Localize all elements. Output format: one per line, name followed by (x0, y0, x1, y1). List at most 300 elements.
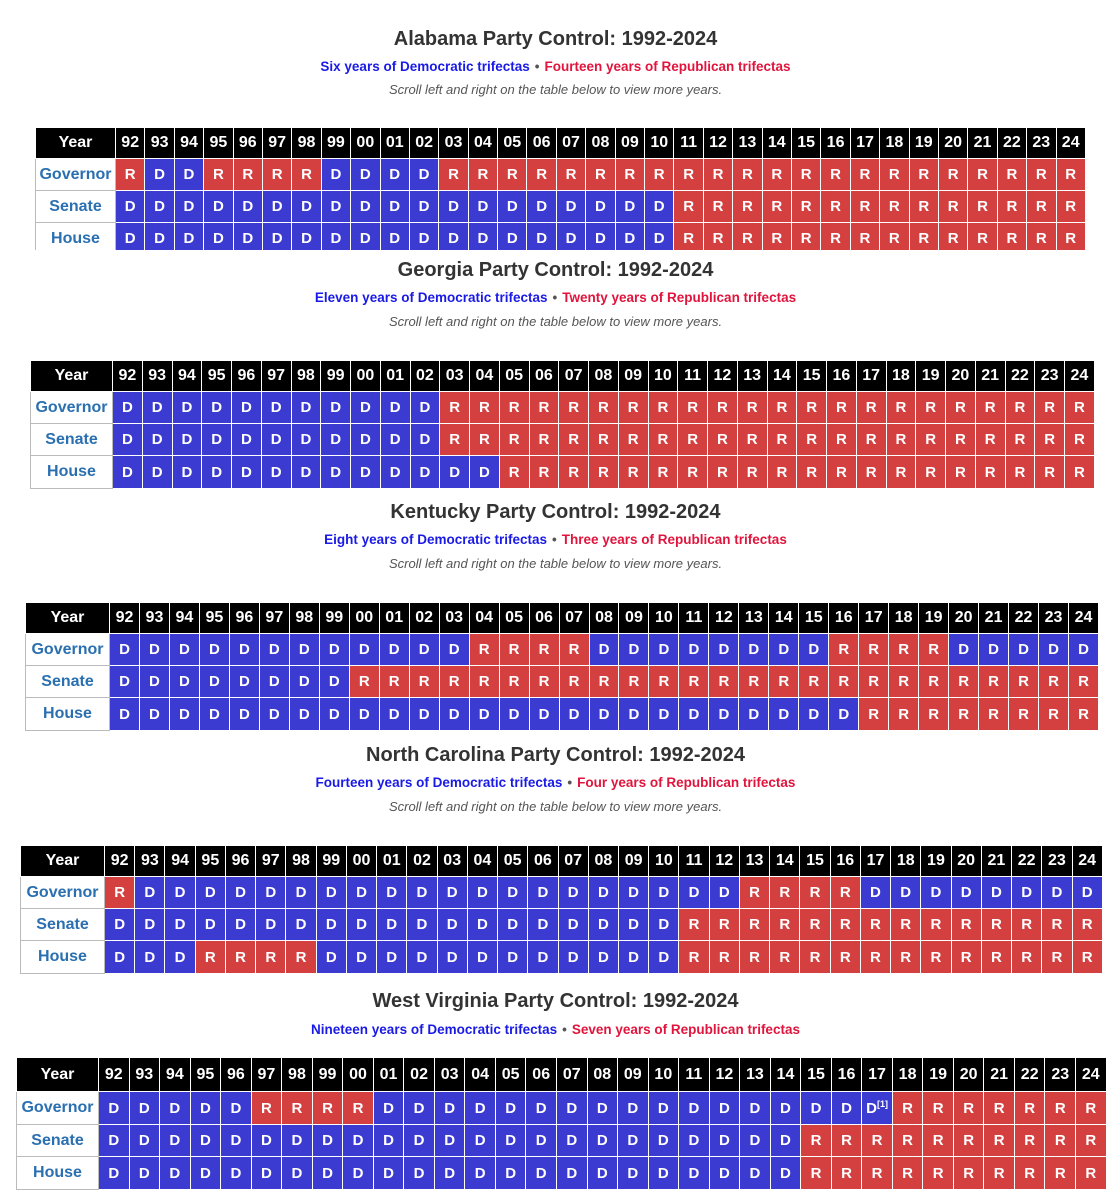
party-letter: R (1006, 230, 1018, 247)
branch-label-house[interactable]: House (31, 456, 113, 489)
republican-cell (618, 424, 648, 456)
party-letter: D (211, 463, 223, 481)
party-letter: D (628, 705, 640, 723)
party-letter: D (199, 1132, 211, 1149)
party-letter: D (242, 198, 254, 215)
party-letter: D (478, 705, 490, 723)
republican-cell (892, 1157, 923, 1190)
party-letter: D (300, 463, 312, 481)
republican-cell (527, 159, 556, 191)
democratic-cell (586, 223, 615, 251)
republican-cell (830, 941, 860, 974)
party-letter: D (298, 673, 310, 690)
party-letter: R (865, 431, 877, 448)
democratic-cell (498, 223, 527, 251)
republican-cell (1012, 909, 1042, 941)
year-cell: 08 (589, 361, 619, 392)
party-letter: R (1035, 198, 1047, 215)
party-letter: D (597, 948, 609, 966)
party-letter: R (895, 399, 907, 416)
democratic-cell (437, 877, 467, 909)
democratic-cell (801, 1092, 832, 1125)
republican-cell (225, 941, 255, 974)
scroll-instruction: Scroll left and right on the table below to view more years. (388, 82, 723, 97)
democratic-cell (679, 1125, 710, 1157)
branch-label-senate[interactable]: Senate (36, 191, 116, 223)
state-title: Georgia Party Control: 1992-2024 (397, 259, 714, 281)
party-letter: D (688, 1164, 700, 1182)
branch-label-house[interactable]: House (26, 698, 110, 731)
party-letter: D (208, 673, 220, 690)
democratic-trifecta-link[interactable]: Fourteen years of Democratic trifectas (315, 775, 563, 790)
democratic-trifecta-link[interactable]: Nineteen years of Democratic trifectas (311, 1022, 558, 1037)
branch-label-house[interactable]: House (36, 223, 116, 251)
party-letter: R (928, 705, 940, 723)
party-letter: R (776, 399, 788, 416)
party-letter: R (1065, 166, 1077, 183)
year-cell: 17 (859, 603, 889, 634)
democratic-cell (619, 698, 649, 731)
republican-cell (791, 223, 820, 251)
year-cell: 12 (709, 1058, 740, 1092)
party-letter: R (839, 884, 851, 901)
republican-cell (499, 456, 529, 489)
democratic-cell (679, 1157, 710, 1190)
year-cell: 15 (791, 128, 820, 159)
democratic-cell (470, 456, 500, 489)
branch-label-senate[interactable]: Senate (26, 666, 110, 698)
party-letter: D (183, 198, 195, 215)
democratic-cell (256, 877, 286, 909)
branch-label-governor[interactable]: Governor (17, 1092, 99, 1125)
party-letter: D (444, 1099, 456, 1117)
party-control-table[interactable] (16, 1057, 1107, 1190)
party-letter: D (208, 705, 220, 723)
democratic-cell (618, 1125, 649, 1157)
democratic-cell (221, 1092, 252, 1125)
party-letter: D (270, 463, 282, 481)
party-letter: D (688, 1132, 700, 1149)
democratic-cell (202, 392, 232, 424)
year-cell: 99 (316, 846, 346, 877)
republican-cell (1035, 392, 1065, 424)
party-letter: R (1024, 1099, 1036, 1117)
year-header: Year (26, 603, 110, 634)
democratic-cell (649, 877, 679, 909)
party-letter: D (419, 463, 431, 481)
year-cell: 20 (946, 361, 976, 392)
party-letter: D (597, 884, 609, 901)
branch-label-house[interactable]: House (21, 941, 105, 974)
democratic-cell (139, 634, 169, 666)
party-control-table[interactable] (20, 845, 1103, 974)
party-letter: D (174, 948, 186, 966)
democratic-cell (528, 941, 558, 974)
democratic-cell (316, 877, 346, 909)
republican-cell (886, 424, 916, 456)
party-letter: D (780, 1132, 791, 1149)
branch-label-governor[interactable]: Governor (31, 392, 113, 424)
scroll-instruction: Scroll left and right on the table below to view more years. (388, 556, 723, 571)
party-letter: R (809, 948, 821, 966)
party-letter: D (108, 1164, 120, 1182)
party-letter: D (119, 673, 130, 690)
democratic-cell (409, 223, 438, 251)
republican-cell (674, 159, 703, 191)
year-cell: 12 (703, 128, 732, 159)
democratic-cell (343, 1125, 374, 1157)
democratic-cell (558, 941, 588, 974)
party-letter: D (271, 198, 283, 215)
democratic-cell (799, 634, 829, 666)
democratic-cell (232, 424, 262, 456)
republican-cell (800, 909, 830, 941)
democratic-cell (199, 698, 229, 731)
party-letter: R (1054, 1132, 1066, 1149)
branch-label-senate[interactable]: Senate (21, 909, 105, 941)
democratic-cell (981, 877, 1011, 909)
party-letter: D (261, 1132, 272, 1149)
democratic-cell (202, 424, 232, 456)
democratic-cell (679, 1092, 710, 1125)
republican-cell (850, 223, 879, 251)
table-clip (0, 0, 1111, 250)
party-letter: D (810, 1099, 822, 1117)
year-cell: 08 (589, 603, 619, 634)
year-cell: 23 (1042, 846, 1072, 877)
year-cell: 01 (377, 846, 407, 877)
year-cell: 14 (770, 846, 800, 877)
party-letter: D (204, 916, 216, 933)
year-cell: 01 (380, 361, 410, 392)
democratic-cell (142, 392, 172, 424)
democratic-cell (165, 877, 195, 909)
republican-cell (559, 456, 589, 489)
republican-cell (946, 424, 976, 456)
party-letter: D (298, 705, 310, 723)
party-letter: R (870, 916, 881, 933)
party-letter: R (718, 916, 730, 933)
republican-cell (916, 392, 946, 424)
republican-cell (975, 424, 1005, 456)
republican-cell (797, 456, 827, 489)
year-cell: 22 (997, 128, 1026, 159)
party-letter: D (474, 1099, 486, 1117)
year-cell: 93 (135, 846, 165, 877)
year-cell: 23 (1039, 603, 1069, 634)
party-letter: D (300, 431, 312, 448)
year-cell: 03 (439, 603, 469, 634)
party-letter: D (960, 884, 972, 901)
party-letter: R (838, 641, 850, 658)
branch-label-governor[interactable]: Governor (36, 159, 116, 191)
party-letter: R (261, 1099, 272, 1117)
republican-cell (1027, 159, 1056, 191)
democratic-cell (649, 909, 679, 941)
year-cell: 16 (831, 1058, 862, 1092)
party-letter: D (268, 673, 280, 690)
party-letter: R (835, 463, 847, 481)
republican-cell (821, 191, 850, 223)
party-letter: R (1048, 705, 1059, 723)
party-letter: R (954, 463, 966, 481)
republican-cell (468, 159, 497, 191)
republican-cell (1014, 1125, 1045, 1157)
republican-cell (800, 941, 830, 974)
year-cell: 11 (679, 1058, 710, 1092)
party-letter: R (993, 1164, 1005, 1182)
branch-label-governor[interactable]: Governor (21, 877, 105, 909)
party-letter: R (538, 463, 550, 481)
year-header: Year (36, 128, 116, 159)
party-letter: R (800, 198, 812, 215)
party-letter: D (235, 884, 246, 901)
party-letter: R (902, 1164, 913, 1182)
year-cell: 09 (619, 603, 649, 634)
party-letter: D (154, 198, 165, 215)
republican-trifecta-link[interactable]: Seven years of Republican trifectas (571, 1022, 800, 1037)
party-letter: R (508, 431, 520, 448)
year-cell: 10 (645, 128, 674, 159)
party-control-table[interactable] (25, 602, 1099, 731)
year-cell: 19 (916, 361, 946, 392)
trifecta-summary (0, 532, 1111, 547)
republican-cell (953, 1125, 984, 1157)
democratic-cell (292, 223, 321, 251)
democratic-cell (373, 1157, 404, 1190)
party-letter: R (1014, 463, 1026, 481)
party-letter: D (718, 1132, 730, 1149)
democratic-cell (649, 698, 679, 731)
democratic-cell (190, 1157, 221, 1190)
democratic-cell (251, 1125, 282, 1157)
party-letter: R (932, 1132, 944, 1149)
party-letter: R (925, 431, 937, 448)
year-cell: 05 (499, 361, 529, 392)
republican-cell (856, 424, 886, 456)
democratic-cell (740, 1157, 771, 1190)
state-title: Alabama Party Control: 1992-2024 (393, 28, 718, 50)
year-cell: 22 (1009, 603, 1039, 634)
party-letter: R (687, 463, 699, 481)
party-letter: D (718, 705, 730, 723)
party-letter: R (478, 431, 490, 448)
year-cell: 15 (800, 846, 830, 877)
party-letter: R (746, 399, 758, 416)
democratic-trifecta-link[interactable]: Eleven years of Democratic trifectas (314, 290, 548, 305)
year-cell: 23 (1045, 1058, 1076, 1092)
year-cell: 95 (199, 603, 229, 634)
party-control-table[interactable] (30, 360, 1095, 489)
party-letter: R (301, 166, 312, 183)
democratic-cell (351, 392, 381, 424)
party-letter: D (478, 463, 490, 481)
party-letter: D (291, 1132, 303, 1149)
republican-cell (439, 159, 468, 191)
party-letter: D (449, 463, 461, 481)
democratic-cell (556, 223, 585, 251)
party-letter: D (536, 230, 548, 247)
democratic-cell (558, 909, 588, 941)
republican-cell (343, 1092, 374, 1125)
democratic-cell (229, 634, 259, 666)
party-letter: R (204, 948, 216, 966)
democratic-cell (709, 1092, 740, 1125)
party-letter: R (977, 230, 988, 247)
republican-cell (529, 424, 559, 456)
democratic-cell (769, 634, 799, 666)
year-cell: 02 (409, 603, 439, 634)
party-letter: R (859, 166, 871, 183)
party-letter: D (212, 230, 224, 247)
democratic-cell (1012, 877, 1042, 909)
party-letter: D (151, 431, 163, 448)
party-letter: D (508, 705, 520, 723)
party-letter: R (865, 463, 877, 481)
party-letter: D (841, 1099, 852, 1117)
party-letter: D (505, 1099, 517, 1117)
party-letter: R (448, 673, 460, 690)
party-letter: R (859, 230, 871, 247)
party-letter: R (568, 399, 580, 416)
party-letter: R (624, 166, 636, 183)
party-letter: R (628, 673, 640, 690)
year-cell: 97 (259, 603, 289, 634)
democratic-cell (615, 191, 644, 223)
party-letter: D (208, 641, 220, 658)
party-letter: D (657, 1099, 669, 1117)
democratic-cell (346, 941, 376, 974)
democratic-cell (110, 634, 140, 666)
republican-cell (649, 666, 679, 698)
party-letter: R (1054, 1164, 1066, 1182)
democratic-cell (319, 634, 349, 666)
party-letter: D (240, 399, 252, 416)
party-letter: D (199, 1099, 211, 1117)
republican-cell (892, 1092, 923, 1125)
democratic-cell (465, 1092, 496, 1125)
branch-label-governor[interactable]: Governor (26, 634, 110, 666)
branch-label-senate[interactable]: Senate (17, 1125, 99, 1157)
democratic-cell (233, 191, 262, 223)
year-cell: 04 (470, 361, 500, 392)
year-cell: 13 (740, 1058, 771, 1092)
republican-trifecta-link[interactable]: Fourteen years of Republican trifectas (544, 59, 791, 74)
republican-trifecta-link[interactable]: Three years of Republican trifectas (561, 532, 787, 547)
bullet-separator: • (534, 59, 540, 74)
republican-cell (1056, 191, 1085, 223)
party-letter: R (538, 641, 550, 658)
year-cell: 93 (129, 1058, 160, 1092)
democratic-cell (351, 191, 380, 223)
party-letter: D (328, 673, 340, 690)
democratic-cell (404, 1125, 435, 1157)
footnote-link[interactable]: [1] (876, 1098, 888, 1109)
democratic-cell (199, 634, 229, 666)
democratic-cell (99, 1125, 130, 1157)
year-cell: 17 (862, 1058, 893, 1092)
trifecta-summary (0, 290, 1111, 305)
republican-cell (827, 456, 857, 489)
year-cell: 16 (829, 603, 859, 634)
democratic-cell (380, 191, 409, 223)
party-letter: D (780, 1164, 791, 1182)
republican-cell (801, 1125, 832, 1157)
party-letter: R (595, 166, 606, 183)
democratic-cell (618, 877, 648, 909)
year-cell: 92 (99, 1058, 130, 1092)
state-title: North Carolina Party Control: 1992-2024 (366, 744, 745, 766)
democratic-cell (1009, 634, 1039, 666)
year-cell: 05 (495, 1058, 526, 1092)
party-letter: R (1085, 1099, 1097, 1117)
party-letter: R (716, 431, 728, 448)
year-cell: 11 (679, 846, 709, 877)
party-letter: R (749, 884, 760, 901)
branch-label-house[interactable]: House (17, 1157, 99, 1190)
party-letter: R (478, 673, 490, 690)
republican-cell (1035, 456, 1065, 489)
republican-cell (946, 456, 976, 489)
party-letter: D (597, 916, 609, 933)
party-letter: R (657, 463, 669, 481)
branch-label-senate[interactable]: Senate (31, 424, 113, 456)
democratic-cell (135, 909, 165, 941)
party-letter: R (271, 166, 283, 183)
democratic-trifecta-link[interactable]: Six years of Democratic trifectas (320, 59, 530, 74)
year-cell: 23 (1035, 361, 1065, 392)
party-letter: R (1044, 399, 1056, 416)
republican-cell (589, 666, 619, 698)
party-letter: D (268, 641, 280, 658)
party-letter: D (121, 399, 133, 416)
democratic-cell (110, 666, 140, 698)
democratic-cell (437, 941, 467, 974)
party-letter: D (268, 705, 280, 723)
republican-cell (470, 424, 500, 456)
republican-cell (559, 424, 589, 456)
republican-trifecta-link[interactable]: Twenty years of Republican trifectas (562, 290, 797, 305)
party-letter: D (144, 884, 156, 901)
republican-cell (645, 159, 674, 191)
party-letter: D (628, 916, 640, 933)
republican-cell (529, 456, 559, 489)
party-letter: R (838, 673, 850, 690)
republican-cell (469, 634, 499, 666)
democratic-cell (439, 698, 469, 731)
party-letter: D (138, 1164, 150, 1182)
year-cell: 07 (558, 846, 588, 877)
democratic-cell (588, 941, 618, 974)
party-control-table[interactable] (35, 127, 1086, 250)
party-letter: D (780, 1099, 791, 1117)
republican-cell (469, 666, 499, 698)
year-cell: 02 (410, 361, 440, 392)
republican-trifecta-link[interactable]: Four years of Republican trifectas (577, 775, 796, 790)
year-cell: 14 (769, 603, 799, 634)
party-letter: D (270, 431, 282, 448)
democratic-cell (495, 1092, 526, 1125)
year-cell: 10 (649, 603, 679, 634)
party-letter: D (138, 1099, 150, 1117)
party-letter: R (871, 1164, 883, 1182)
party-letter: D (359, 399, 371, 416)
party-letter: R (1044, 431, 1056, 448)
party-letter: D (535, 1099, 547, 1117)
democratic-cell (282, 1125, 313, 1157)
democratic-cell (437, 909, 467, 941)
democratic-trifecta-link[interactable]: Eight years of Democratic trifectas (324, 532, 548, 547)
